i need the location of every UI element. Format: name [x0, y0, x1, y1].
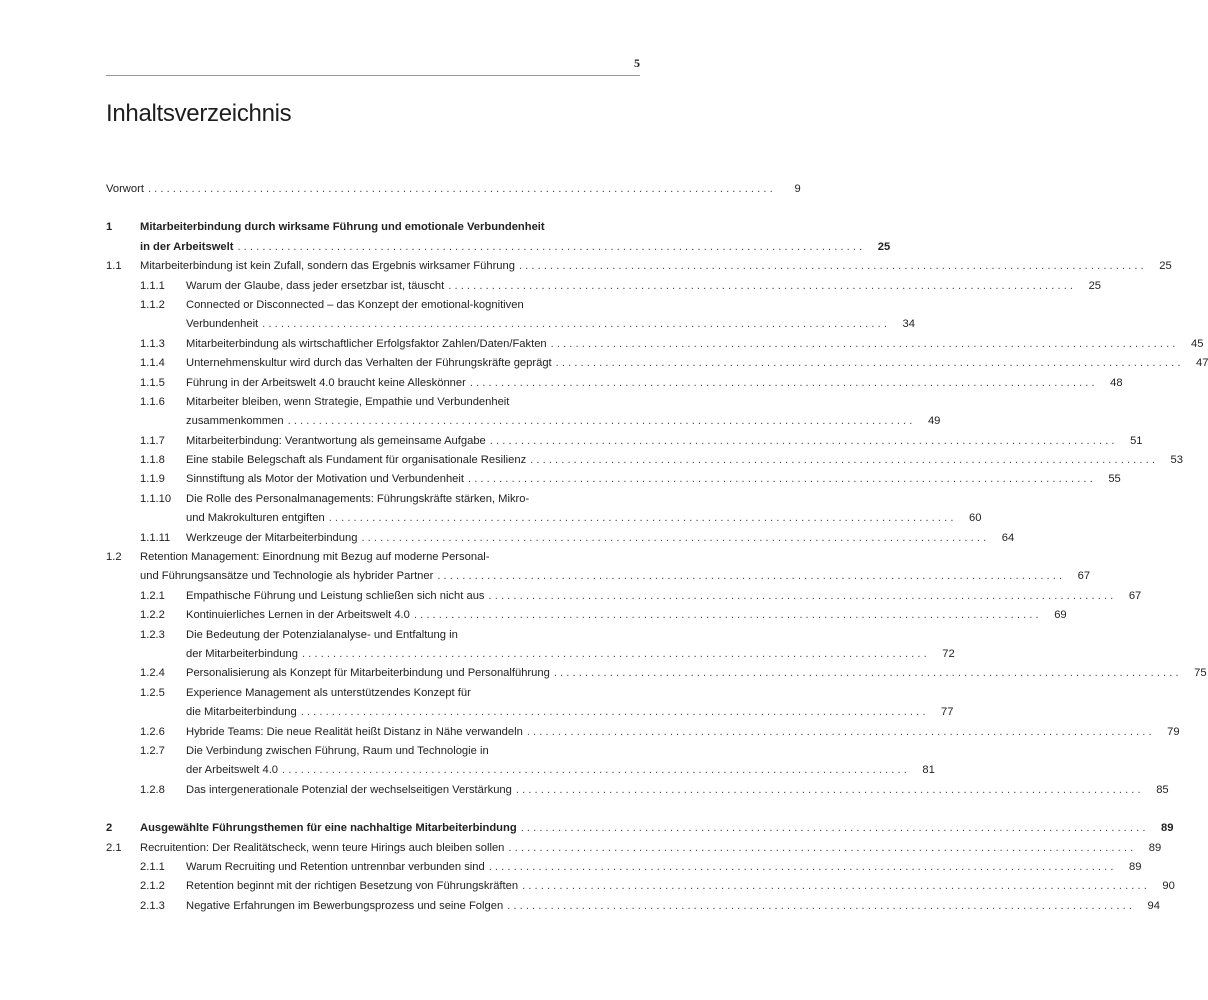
dot-leader	[237, 238, 862, 257]
toc-entry-title: Die Bedeutung der Potenzialanalyse- und Entfaltung in	[186, 628, 458, 641]
toc-entry-page: 67	[1077, 570, 1091, 583]
toc-entry-title: und Führungsansätze und Technologie als hybrider Partner	[140, 570, 434, 583]
toc-entry-title: Negative Erfahrungen im Bewerbungsprozess und seine Folgen	[186, 899, 504, 912]
toc-entry[interactable]	[106, 781, 1169, 800]
toc-entry-title: Personalisierung als Konzept für Mitarbeiterbindung und Personalführung	[186, 667, 550, 680]
toc-entry-number: 1.2.8	[140, 783, 165, 796]
toc-entry-page: 25	[1088, 279, 1102, 292]
toc-entry-number: 1.2.1	[140, 589, 165, 602]
toc-entry-number: 1.2.6	[140, 725, 165, 738]
toc-entry[interactable]	[106, 393, 941, 432]
toc-entry-number: 1.1.8	[140, 454, 165, 467]
toc-entry[interactable]	[106, 432, 1143, 451]
toc-entry[interactable]	[106, 606, 1067, 625]
dot-leader	[490, 432, 1115, 451]
toc-entry-title: und Makrokulturen entgiften	[186, 512, 325, 525]
toc-entry-number: 1.1.6	[140, 395, 165, 408]
toc-entry-title: Mitarbeiterbindung als wirtschaftlicher Erfolgsfaktor Zahlen/Daten/Fakten	[186, 337, 547, 350]
toc-entry-title: Retention beginnt mit der richtigen Besetzung von Führungskräften	[186, 880, 519, 893]
toc-entry-number: 2	[106, 822, 113, 835]
toc-entry-number: 1.1.10	[140, 492, 172, 505]
toc-entry[interactable]	[106, 296, 915, 335]
toc-entry-title: Die Verbindung zwischen Führung, Raum und Technologie in	[186, 744, 489, 757]
toc-entry[interactable]	[106, 664, 1207, 683]
toc-entry[interactable]	[106, 897, 1160, 916]
toc-entry-page: 89	[1129, 860, 1142, 873]
toc-entry[interactable]	[106, 819, 1174, 838]
dot-leader	[554, 664, 1179, 683]
toc-entry-page: 69	[1054, 609, 1067, 622]
toc-entry-page: 49	[927, 415, 941, 428]
dot-leader	[361, 529, 986, 548]
dot-leader	[437, 567, 1062, 586]
dot-leader	[282, 761, 907, 780]
toc-entry-number: 1.2.3	[140, 628, 165, 641]
toc-entry-title: Empathische Führung und Leistung schließen sich nicht aus	[186, 589, 485, 602]
toc-entry-number: 1.1.4	[140, 357, 165, 370]
toc-entry-page: 34	[902, 318, 915, 331]
toc-entry[interactable]	[106, 470, 1121, 489]
toc-entry-number: 1.2.7	[140, 744, 165, 757]
toc-entry-page: 25	[1159, 260, 1172, 273]
dot-leader	[329, 509, 954, 528]
toc-entry-title: Führung in der Arbeitswelt 4.0 braucht keine Alleskönner	[186, 376, 466, 389]
dot-leader	[414, 606, 1039, 625]
toc-entry[interactable]	[106, 723, 1180, 742]
toc-entry[interactable]	[106, 257, 1172, 276]
dot-leader	[551, 335, 1176, 354]
toc-entry[interactable]	[106, 354, 1208, 373]
page-title: Inhaltsverzeichnis	[106, 100, 292, 127]
dot-leader	[301, 703, 926, 722]
dot-leader	[489, 587, 1114, 606]
toc-entry[interactable]	[106, 490, 982, 529]
toc-entry-title: Unternehmenskultur wird durch das Verhalten der Führungskräfte geprägt	[186, 357, 552, 370]
toc-entry-title: Mitarbeiterbindung durch wirksame Führung und emotionale Verbundenheit	[140, 221, 545, 234]
toc-entry[interactable]	[106, 626, 955, 665]
toc-entry-number: 1.2.2	[140, 609, 165, 622]
toc-entry-title: Kontinuierliches Lernen in der Arbeitswelt 4.0	[186, 609, 410, 622]
toc-entry-title: Die Rolle des Personalmanagements: Führungskräfte stärken, Mikro-	[186, 492, 530, 505]
toc-entry-title: Das intergenerationale Potenzial der wechselseitigen Verstärkung	[186, 783, 512, 796]
toc-entry-number: 1.1.5	[140, 376, 165, 389]
toc-entry[interactable]	[106, 684, 954, 723]
toc-entry-title: Mitarbeiter bleiben, wenn Strategie, Empathie und Verbundenheit	[186, 395, 510, 408]
toc-entry-number: 1	[106, 221, 113, 234]
toc-entry-page: 81	[922, 764, 935, 777]
dot-leader	[527, 723, 1152, 742]
dot-leader	[489, 858, 1114, 877]
toc-entry-page: 94	[1147, 899, 1160, 912]
dot-leader	[448, 277, 1073, 296]
toc-entry[interactable]	[106, 374, 1123, 393]
header-rule	[106, 75, 640, 76]
toc-entry-page: 89	[1148, 841, 1162, 854]
dot-leader	[508, 839, 1133, 858]
toc-entry-title: Eine stabile Belegschaft als Fundament für organisationale Resilienz	[186, 454, 527, 467]
toc-entry-page: 75	[1194, 667, 1207, 680]
toc-entry-title: Verbundenheit	[186, 318, 259, 331]
toc-entry-number: 1.1.3	[140, 337, 165, 350]
toc-entry[interactable]	[106, 218, 891, 257]
toc-entry-page: 77	[941, 706, 954, 719]
toc-entry-title: Mitarbeiterbindung ist kein Zufall, sondern das Ergebnis wirksamer Führung	[140, 260, 515, 273]
toc-entry-title: der Arbeitswelt 4.0	[186, 764, 279, 777]
dot-leader	[530, 451, 1155, 470]
toc-entry-number: 1.2	[106, 551, 122, 564]
toc-entry-page: 85	[1156, 783, 1169, 796]
toc-entry-page: 90	[1162, 880, 1175, 893]
toc-entry-title: Retention Management: Einordnung mit Bezug auf moderne Personal-	[140, 551, 490, 564]
toc-entry-page: 51	[1130, 434, 1143, 447]
toc-entry-title: Ausgewählte Führungsthemen für eine nachhaltige Mitarbeiterbindung	[140, 822, 517, 835]
toc-entry-title: der Mitarbeiterbindung	[186, 647, 298, 660]
dot-leader	[262, 315, 887, 334]
toc-entry-number: 1.2.5	[140, 686, 165, 699]
toc-entry-number: 2.1	[106, 841, 122, 854]
dot-leader	[556, 354, 1181, 373]
toc-entry-title: Recruitention: Der Realitätscheck, wenn teure Hirings auch bleiben sollen	[140, 841, 505, 854]
toc-entry-title: die Mitarbeiterbindung	[186, 706, 297, 719]
toc-entry-number: 2.1.1	[140, 860, 165, 873]
toc-entry-page: 55	[1108, 473, 1121, 486]
toc-entry-title: Connected or Disconnected – das Konzept der emotional-kognitiven	[186, 298, 524, 311]
toc-entry-page: 60	[969, 512, 982, 525]
toc-entry-number: 1.1.11	[140, 531, 171, 544]
toc-entry-number: 1.2.4	[140, 667, 165, 680]
toc-entry-page: 48	[1110, 376, 1123, 389]
toc-entry[interactable]	[106, 587, 1142, 606]
dot-leader	[516, 781, 1141, 800]
toc-entry-page: 89	[1161, 822, 1174, 835]
toc-entry-title: Hybride Teams: Die neue Realität heißt Distanz in Nähe verwandeln	[186, 725, 523, 738]
toc-entry-page: 64	[1001, 531, 1015, 544]
dot-leader	[519, 257, 1144, 276]
toc-entry-title: in der Arbeitswelt	[140, 240, 234, 253]
table-of-contents	[106, 180, 1208, 916]
toc-entry-number: 2.1.3	[140, 899, 165, 912]
toc-entry-number: 1.1.2	[140, 298, 165, 311]
dot-leader	[507, 897, 1132, 916]
toc-entry[interactable]	[106, 877, 1175, 896]
dot-leader	[288, 412, 913, 431]
toc-entry-number: 1.1.9	[140, 473, 165, 486]
toc-entry-title: zusammenkommen	[186, 415, 284, 428]
toc-entry-page: 9	[794, 183, 801, 195]
toc-entry-number: 1.1.1	[140, 279, 165, 292]
toc-entry[interactable]	[106, 180, 801, 199]
toc-entry[interactable]	[106, 548, 1091, 587]
toc-entry-title: Mitarbeiterbindung: Verantwortung als gemeinsame Aufgabe	[186, 434, 486, 447]
toc-entry[interactable]	[106, 839, 1162, 858]
dot-leader	[470, 374, 1095, 393]
toc-entry-title: Vorwort	[106, 183, 144, 195]
toc-entry-page: 45	[1190, 337, 1204, 350]
dot-leader	[521, 819, 1146, 838]
toc-entry-title: Warum der Glaube, dass jeder ersetzbar ist, täuscht	[186, 279, 445, 292]
toc-entry-number: 2.1.2	[140, 880, 165, 893]
dot-leader	[522, 877, 1147, 896]
dot-leader	[302, 645, 927, 664]
toc-entry-number: 1.1.7	[140, 434, 165, 447]
toc-entry-page: 72	[942, 647, 955, 660]
toc-entry-title: Experience Management als unterstützendes Konzept für	[186, 686, 471, 699]
toc-entry[interactable]	[106, 529, 1015, 548]
toc-entry[interactable]	[106, 858, 1142, 877]
toc-entry[interactable]	[106, 277, 1102, 296]
toc-entry-title: Werkzeuge der Mitarbeiterbindung	[186, 531, 358, 544]
toc-entry-page: 53	[1170, 454, 1183, 467]
toc-entry-page: 25	[877, 240, 891, 253]
toc-entry[interactable]	[106, 742, 935, 781]
page-number: 5	[634, 56, 640, 70]
toc-entry[interactable]	[106, 335, 1204, 354]
toc-entry-title: Warum Recruiting und Retention untrennbar verbunden sind	[186, 860, 485, 873]
toc-entry[interactable]	[106, 451, 1183, 470]
dot-leader	[148, 180, 773, 199]
dot-leader	[468, 470, 1093, 489]
toc-entry-page: 47	[1195, 357, 1208, 370]
toc-entry-page: 79	[1167, 725, 1180, 738]
toc-entry-title: Sinnstiftung als Motor der Motivation und Verbundenheit	[186, 473, 464, 486]
toc-entry-page: 67	[1128, 589, 1142, 602]
toc-entry-number: 1.1	[106, 260, 122, 273]
